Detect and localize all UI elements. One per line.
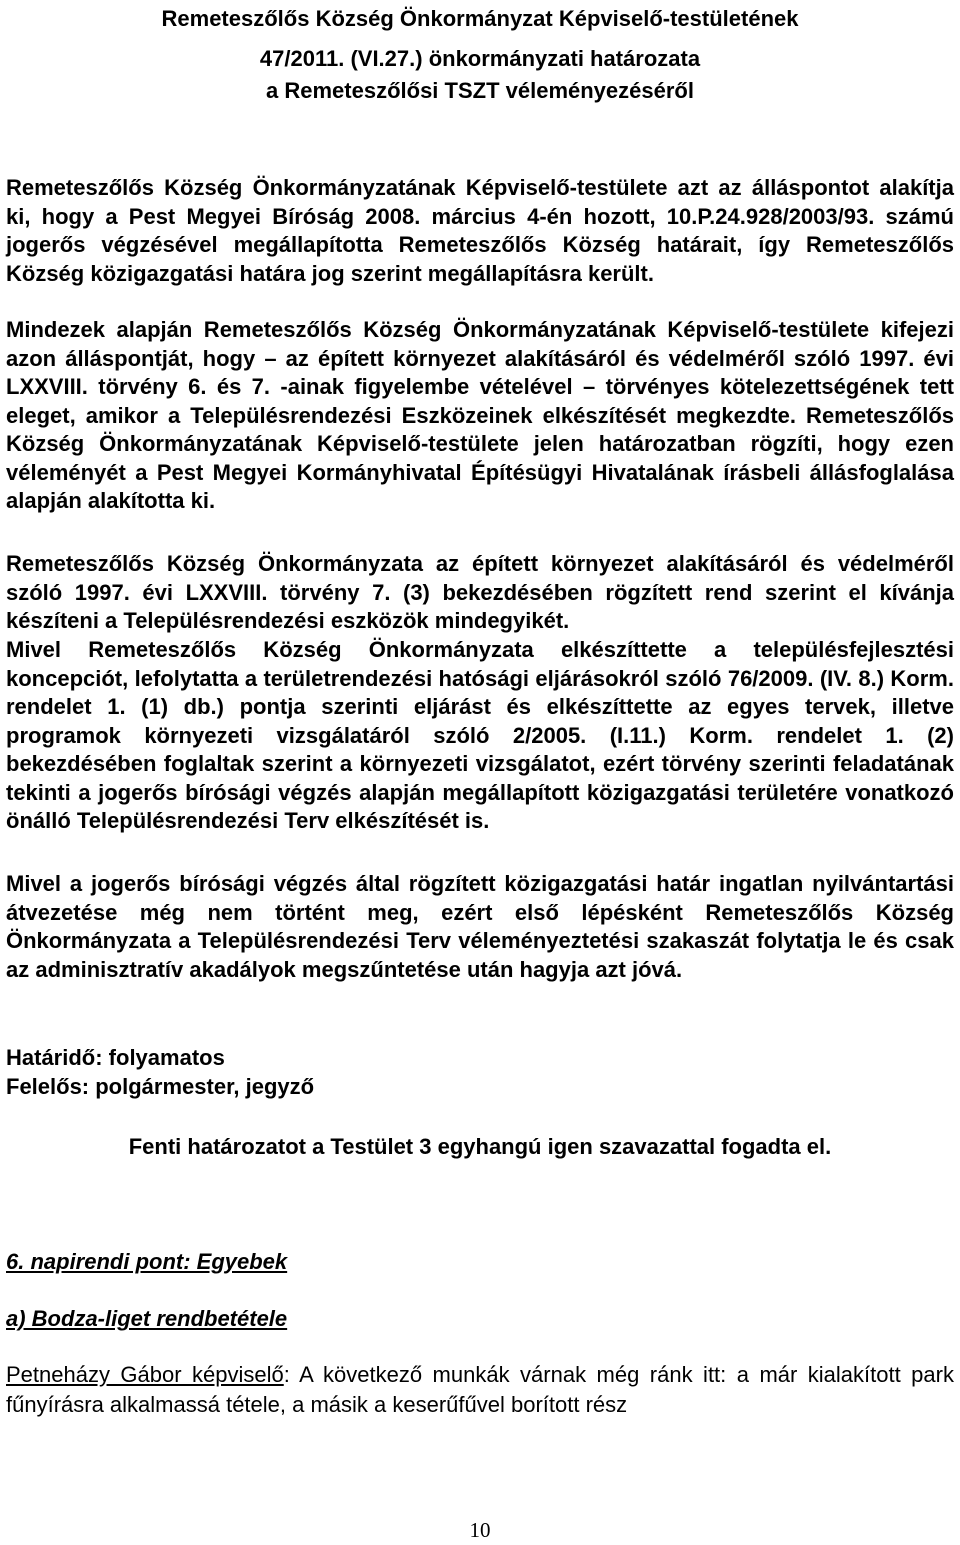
resolution-title-line-3: a Remeteszőlősi TSZT véleményezéséről bbox=[266, 78, 694, 103]
deadline-line: Határidő: folyamatos bbox=[6, 1045, 225, 1070]
page-number: 10 bbox=[469, 1518, 491, 1542]
responsible-line: Felelős: polgármester, jegyző bbox=[6, 1074, 315, 1099]
speech-text: : A következő munkák várnak még ránk itt: a már kialakított park fűnyírásra alkalmassá tétele, a másik a keserűfűvel borított rész bbox=[6, 1362, 954, 1417]
speech-paragraph bbox=[6, 1360, 954, 1420]
paragraph-4: Mivel Remeteszőlős Község Önkormányzata elkészíttette a településfejlesztési koncepciót, lefolytatta a területrendezési hatósági eljárásokról szóló 76/2009. (IV. 8.) Korm. rendelet 1. (1) db.) pontja szerinti eljárást és elkészíttette az egyes tervek, illetve programok környezeti vizsgálatáról szóló 2/2005. (I.11.) Korm. rendelet 1. (2) bekezdésében foglaltak szerint a környezeti vizsgálatot, ezért törvény szerinti feladatának tekinti a jogerős bírósági végzés alapján megállapított közigazgatási területére vonatkozó önálló Településrendezési Terv elkészítését is. bbox=[6, 637, 954, 833]
paragraph-5: Mivel a jogerős bírósági végzés által rögzített közigazgatási határ ingatlan nyilvántartási átvezetése még nem történt meg, ezért első lépésként Remeteszőlős Község Önkormányzata a Településrendezési Terv véleményeztetési szakaszát folytatja le és csak az adminisztratív akadályok megszűntetése után hagyja azt jóvá. bbox=[6, 871, 954, 982]
paragraph-2: Mindezek alapján Remeteszőlős Község Önkormányzatának Képviselő-testülete kifejezi azon álláspontját, hogy – az épített környezet alakításáról és védelméről szóló 1997. évi LXXVIII. törvény 6. és 7. -ainak figyelembe vételével – törvényes kötelezettségének tett eleget, amikor a Településrendezési Eszközeinek elkészítését megkezdte. Remeteszőlős Község Önkormányzatának Képviselő-testülete jelen határozatban rögzíti, hogy ezen véleményét a Pest Megyei Kormányhivatal Építésügyi Hivatalának írásbeli állásfoglalása alapján alakította ki. bbox=[6, 317, 954, 513]
resolution-title-line-2: 47/2011. (VI.27.) önkormányzati határozata bbox=[259, 46, 701, 71]
vote-result: Fenti határozatot a Testület 3 egyhangú igen szavazattal fogadta el. bbox=[128, 1134, 832, 1159]
paragraph-3: Remeteszőlős Község Önkormányzata az épített környezet alakításáról és védelméről szóló 1997. évi LXXVIII. törvény 7. (3) bekezdésében rögzített rend szerint el kívánja készíteni a Településrendezési eszközök mindegyikét. bbox=[6, 551, 954, 633]
agenda-item-heading: 6. napirendi pont: Egyebek bbox=[6, 1249, 288, 1274]
resolution-title-line-1: Remeteszőlős Község Önkormányzat Képviselő-testületének bbox=[161, 6, 799, 31]
paragraph-1: Remeteszőlős Község Önkormányzatának Képviselő-testülete azt az álláspontot alakítja ki, hogy a Pest Megyei Bíróság 2008. március 4-én hozott, 10.P.24.928/2003/93. számú jogerős végzésével megállapította Remeteszőlős Község határait, így Remeteszőlős Község közigazgatási határa jog szerint megállapításra került. bbox=[6, 175, 954, 286]
speaker-name: Petneházy Gábor képviselő bbox=[6, 1362, 284, 1387]
subheading: a) Bodza-liget rendbetétele bbox=[6, 1306, 288, 1331]
